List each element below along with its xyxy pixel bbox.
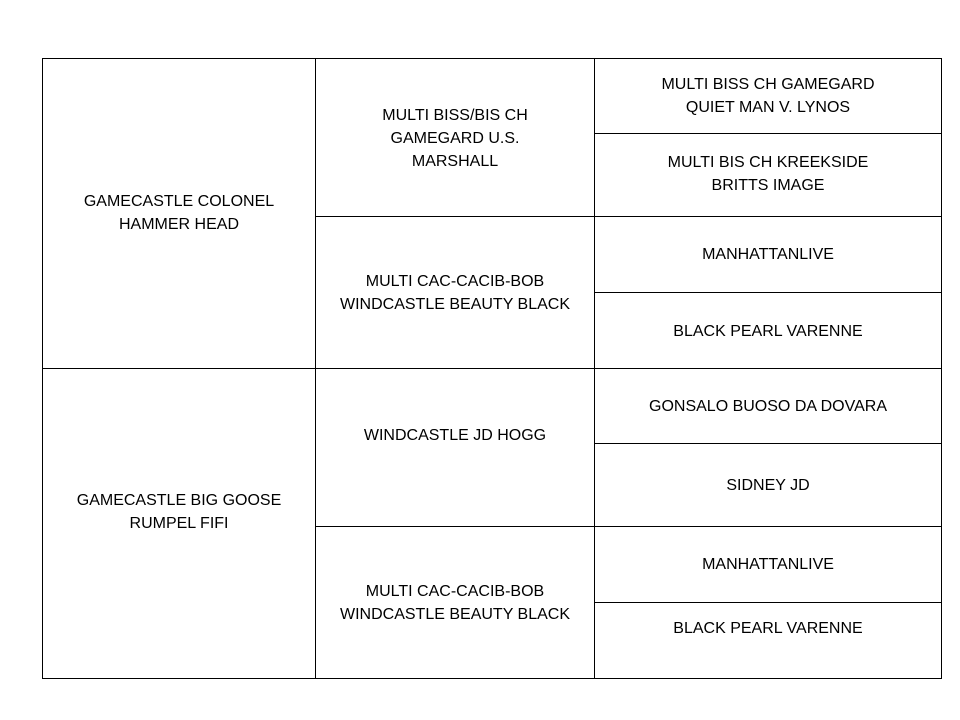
dam-dam-cell [315,526,595,679]
sire-dam-cell [315,216,595,369]
ds-dam-name: SIDNEY JD [726,477,810,494]
sd-sire-name: MANHATTANLIVE [702,246,834,263]
sire-dam-name: MULTI CAC-CACIB-BOB WINDCASTLE BEAUTY BLACK [340,273,570,313]
dd-sire-cell [594,526,942,603]
ds-sire-cell [594,368,942,444]
sire-name: GAMECASTLE COLONEL HAMMER HEAD [83,193,275,233]
ss-sire-cell [594,58,942,134]
sd-dam-cell [594,292,942,369]
sd-dam-name: BLACK PEARL VARENNE [673,323,863,340]
ds-dam-cell [594,443,942,527]
dd-dam-cell [594,602,942,679]
sire-sire-name: MULTI BISS/BIS CH GAMEGARD U.S. MARSHALL [382,107,528,170]
sd-sire-cell [594,216,942,293]
ss-dam-cell [594,133,942,217]
dam-cell [42,368,316,679]
dd-dam-name: BLACK PEARL VARENNE [673,620,863,637]
dam-sire-name: WINDCASTLE JD HOGG [363,427,547,444]
ss-sire-name: MULTI BISS CH GAMEGARD QUIET MAN V. LYNOS [661,76,875,116]
dam-dam-name: MULTI CAC-CACIB-BOB WINDCASTLE BEAUTY BLACK [340,583,570,623]
sire-sire-cell [315,58,595,217]
ss-dam-name: MULTI BIS CH KREEKSIDE BRITTS IMAGE [667,154,869,194]
ds-sire-name: GONSALO BUOSO DA DOVARA [649,398,887,415]
sire-cell [42,58,316,369]
dam-name: GAMECASTLE BIG GOOSE RUMPEL FIFI [76,492,282,532]
dd-sire-name: MANHATTANLIVE [702,556,834,573]
dam-sire-cell [315,368,595,527]
